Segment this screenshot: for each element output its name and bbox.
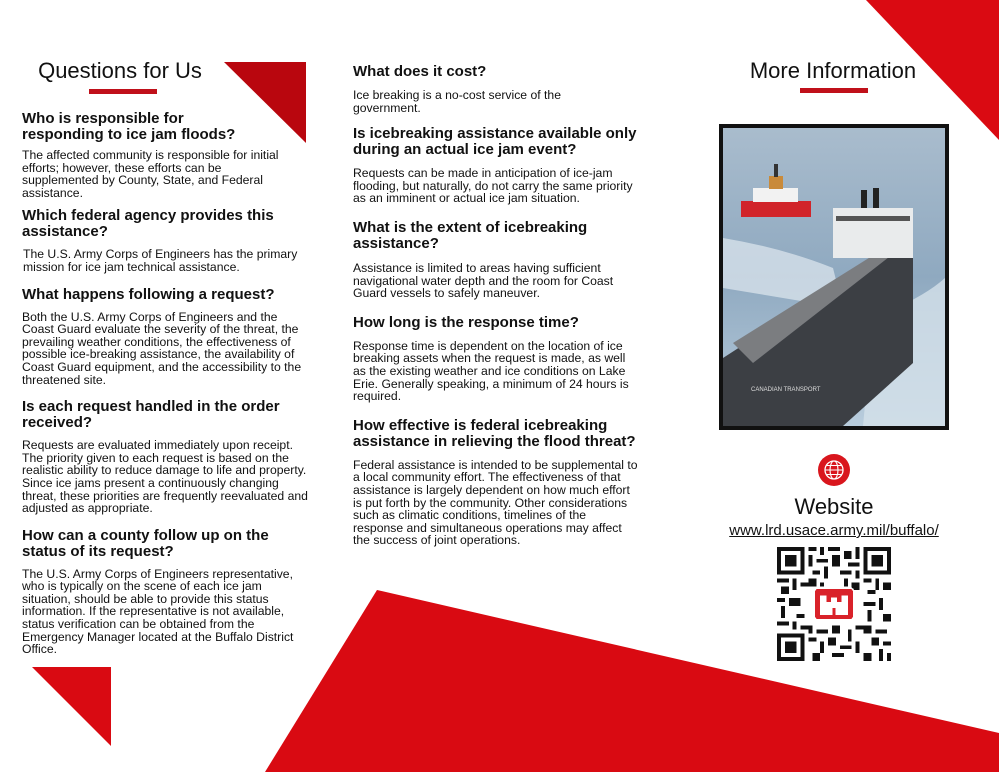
left-panel — [22, 58, 312, 656]
faq-answer: The U.S. Army Corps of Engineers has the primary mission for ice jam technical assistance. — [23, 247, 298, 274]
faq-question: What is the extent of icebreaking assistance? — [353, 218, 588, 252]
faq-item — [353, 315, 653, 403]
website-label: Website — [794, 494, 874, 519]
faq-question: Is each request handled in the order received? — [22, 398, 280, 432]
bottom-left-triangle — [32, 667, 111, 746]
faq-answer: Both the U.S. Army Corps of Engineers and the Coast Guard evaluate the severity of the threat, the prevailing weather conditions, the effectiveness of possible ice-breaking assistance, the availability of Coast Guard equipment, and the accessibility to the threatened site. — [22, 309, 302, 387]
faq-answer: The affected community is responsible for initial efforts; however, these efforts can be supplemented by County, State, and Federal assistance. — [22, 148, 279, 200]
faq-item — [353, 126, 653, 205]
more-information-title: More Information — [749, 58, 917, 83]
faq-item — [353, 418, 653, 547]
faq-answer: Federal assistance is intended to be supplemental to a local community effort. The effectiveness of that assistance is largely dependent on how much effort is put forth by the community. Other considerations such as climatic conditions, timelines of the response and simultaneous operations may affect the success of joint operations. — [353, 457, 638, 548]
faq-question: Which federal agency provides this assistance? — [22, 207, 274, 241]
faq-question: Is icebreaking assistance available only during an actual ice jam event? — [353, 125, 637, 159]
faq-answer: Requests are evaluated immediately upon receipt. The priority given to each request is based on the realistic ability to reduce damage to life and property. Since ice jams present a continuously changing threat, these priorities are frequently reevaluated and adjusted as appropriate. — [22, 438, 308, 516]
title-underline — [800, 88, 868, 93]
right-panel — [716, 58, 952, 661]
svg-text:CANADIAN TRANSPORT: CANADIAN TRANSPORT — [751, 387, 821, 393]
faq-answer: Response time is dependent on the location of ice breaking assets when the request is made, as well as the existing weather and ice conditions on Lake Erie. Generally speaking, a minimum of 24 hours is required. — [353, 338, 629, 404]
faq-answer: The U.S. Army Corps of Engineers representative, who is typically on the scene of each ice jam situation, should be able to provide this status information. If the representative is not available, status verification can be obtained from the Emergency Manager located at the Buffalo District Office. — [22, 566, 294, 657]
faq-answer: Assistance is limited to areas having sufficient navigational water depth and the room for Coast Guard vessels to safely maneuver. — [353, 260, 614, 301]
faq-question: What does it cost? — [353, 63, 487, 80]
website-link[interactable]: www.lrd.usace.army.mil/buffalo/ — [729, 522, 939, 539]
faq-item — [22, 111, 312, 199]
icebreaker-photo — [719, 124, 949, 430]
faq-item — [22, 399, 312, 515]
faq-question: Who is responsible for responding to ice jam floods? — [22, 110, 236, 143]
faq-question: How long is the response time? — [353, 313, 579, 331]
qr-code[interactable] — [777, 547, 891, 661]
faq-item — [22, 208, 312, 273]
questions-title: Questions for Us — [38, 58, 202, 83]
faq-answer: Requests can be made in anticipation of ice-jam flooding, but naturally, do not carry the same priority as an imminent or actual ice jam situation. — [353, 166, 633, 206]
faq-item — [22, 528, 312, 656]
title-underline — [89, 89, 157, 94]
ship-illustration — [723, 128, 945, 426]
faq-item — [22, 287, 312, 387]
globe-icon — [818, 454, 850, 486]
middle-panel — [353, 64, 653, 547]
faq-item — [353, 64, 653, 114]
faq-question: What happens following a request? — [22, 285, 275, 303]
website-icon-wrap — [716, 454, 952, 491]
faq-question: How can a county follow up on the status of its request? — [22, 526, 269, 560]
faq-item — [353, 220, 653, 300]
faq-answer: Ice breaking is a no-cost service of the government. — [353, 88, 561, 115]
faq-question: How effective is federal icebreaking assistance in relieving the flood threat? — [353, 416, 636, 450]
